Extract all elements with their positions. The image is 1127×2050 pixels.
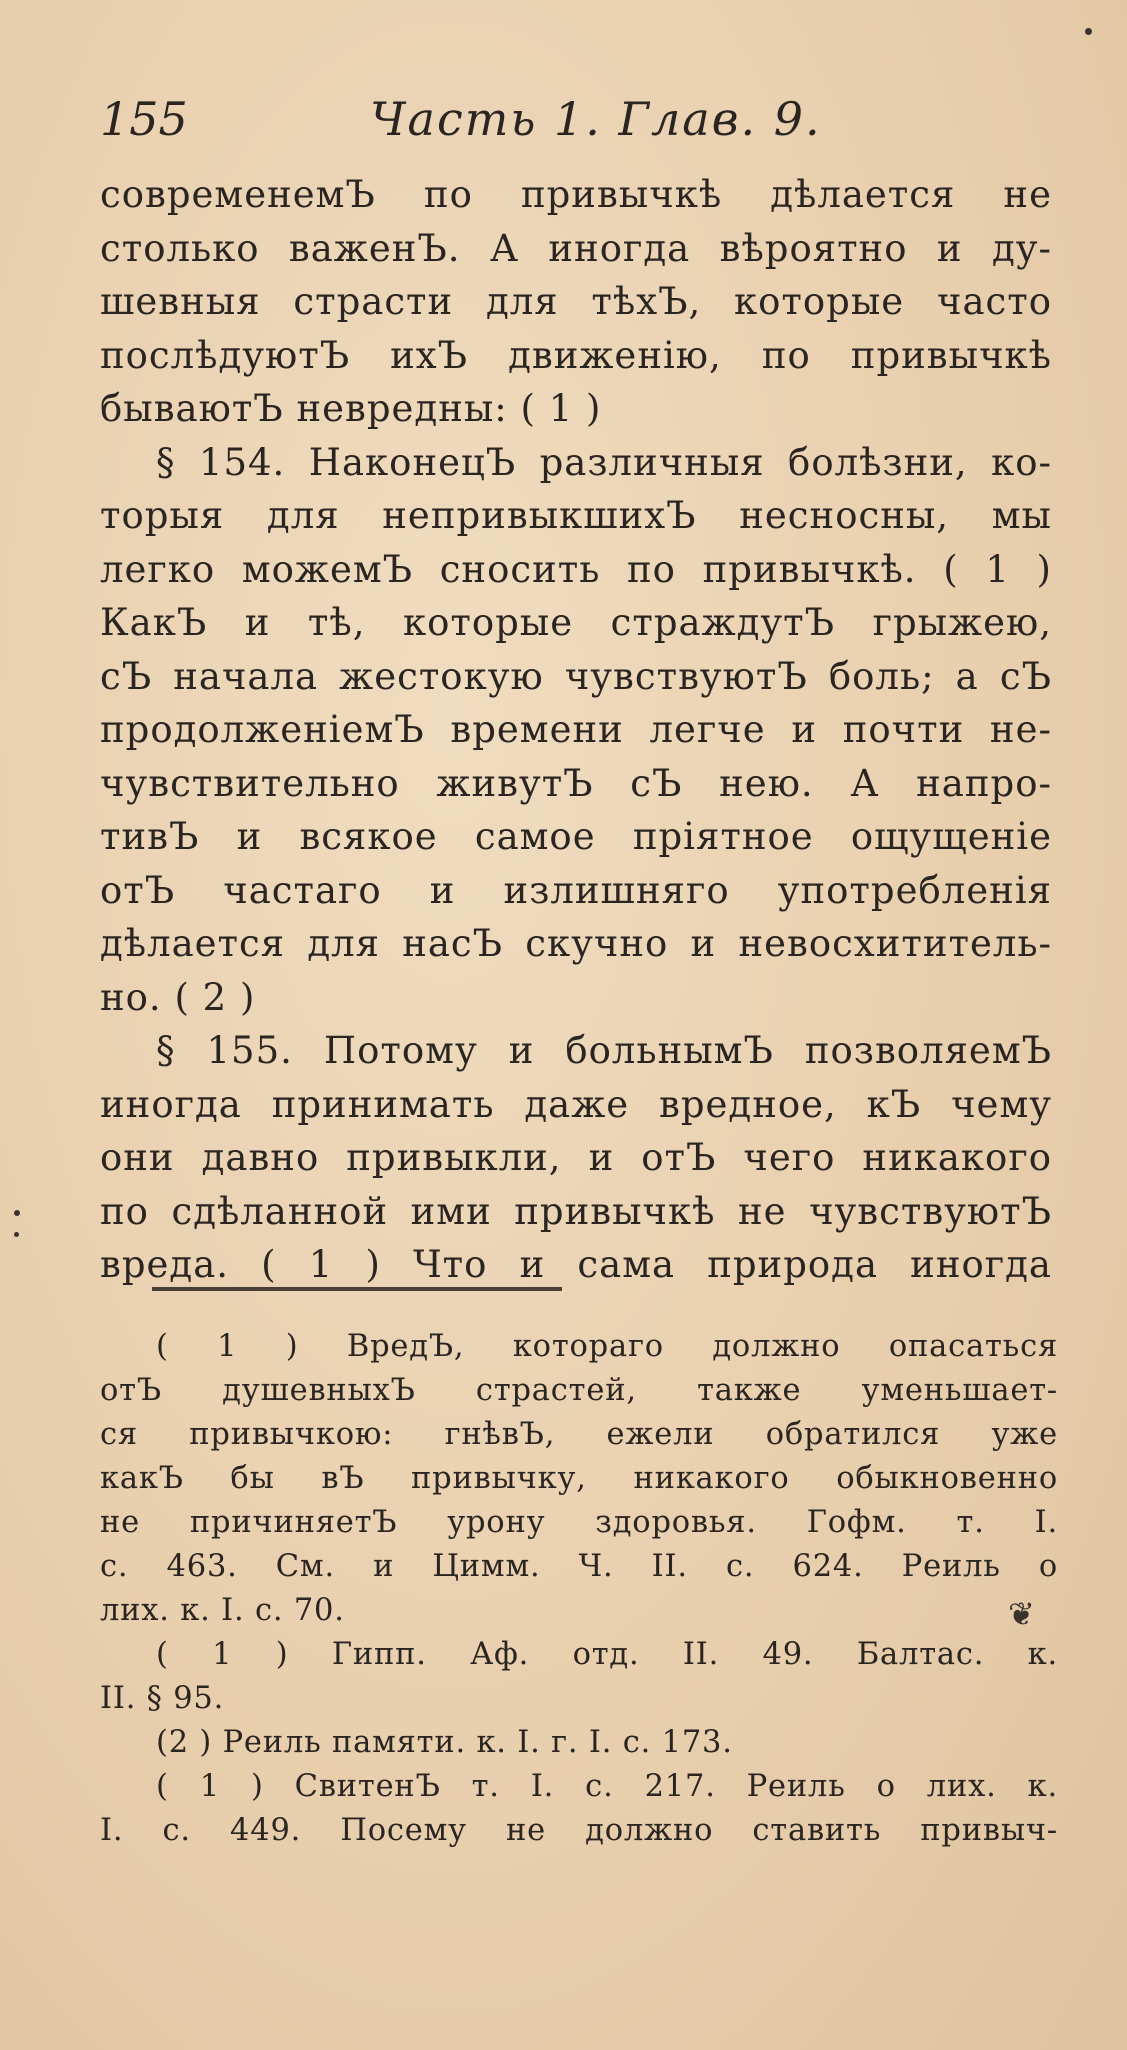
text-line: современемЪ по привычкѣ дѣлается не [100,173,1052,216]
footnote-line: ( 1 ) СвитенЪ т. I. с. 217. Реиль о лих. к. [156,1769,1058,1804]
footnote-line: (2 ) Реиль памяти. к. I. г. I. с. 173. [156,1725,733,1760]
page-number: 155 [100,92,188,146]
footnote-line: не причиняетЪ урону здоровья. Гофм. т. I. [100,1505,1058,1540]
text-line: чувствительно живутЪ сЪ нею. А напро- [100,761,1052,805]
running-head: Часть 1. Глав. 9. [370,92,822,146]
text-line: по сдѣланной ими привычкѣ не чувствуютЪ [100,1189,1052,1233]
footnote-line: какЪ бы вЪ привычку, никакого обыкновенно [100,1461,1058,1496]
text-line: столько важенЪ. А иногда вѣроятно и ду- [100,226,1052,270]
text-line: дѣлается для насЪ скучно и невосхититель- [100,922,1052,965]
footnote-line: ( 1 ) ВредЪ, котораго должно опасаться [156,1329,1058,1364]
text-line: тивЪ и всякое самое пріятное ощущеніе [100,815,1052,858]
text-line: продолженіемЪ времени легче и почти не- [100,708,1052,751]
text-line: вреда. ( 1 ) Что и сама природа иногда [100,1243,1052,1286]
footnote-line: отЪ душевныхЪ страстей, также уменьшает- [100,1373,1058,1408]
footnote-line: лих. к. I. с. 70. [100,1593,345,1628]
text-line: но. ( 2 ) [100,975,256,1019]
text-line: иногда принимать даже вредное, кЪ чему [100,1082,1052,1126]
footnote-line: II. § 95. [100,1681,225,1716]
page-header [100,92,840,152]
footnote-line: I. с. 449. Посему не должно ставить привыч- [100,1813,1058,1848]
text-line: легко можемЪ сносить по привычкѣ. ( 1 ) [100,547,1052,591]
ink-speck [14,1232,19,1237]
footnote-line: ся привычкою: гнѣвЪ, ежели обратился уже [100,1417,1058,1452]
footnotes [100,1325,1058,1853]
text-line: бываютЪ невредны: ( 1 ) [100,387,602,430]
footnote-line: с. 463. См. и Цимм. Ч. II. с. 624. Реиль о [100,1549,1058,1584]
footnote-line: ( 1 ) Гипп. Аф. отд. II. 49. Балтас. к. [156,1637,1058,1672]
text-line: отЪ частаго и излишняго употребленія [100,868,1052,912]
ornament-icon: ❦ [1008,1595,1035,1633]
text-line: сЪ начала жестокую чувствуютЪ боль; а сЪ [100,654,1052,698]
text-line: шевныя страсти для тѣхЪ, которые часто [100,280,1052,323]
ink-speck [14,1210,20,1216]
text-line: они давно привыкли, и отЪ чего никакого [100,1136,1052,1179]
main-text [100,168,1052,1292]
text-line: § 154. НаконецЪ различныя болѣзни, ко- [156,440,1052,484]
text-line: § 155. Потому и больнымЪ позволяемЪ [156,1029,1052,1072]
ink-speck [1085,28,1092,35]
text-line: КакЪ и тѣ, которые страждутЪ грыжею, [100,601,1052,644]
text-line: послѣдуютЪ ихЪ движенію, по привычкѣ [100,333,1052,377]
footnote-separator [152,1287,562,1291]
text-line: торыя для непривыкшихЪ несносны, мы [100,494,1052,537]
